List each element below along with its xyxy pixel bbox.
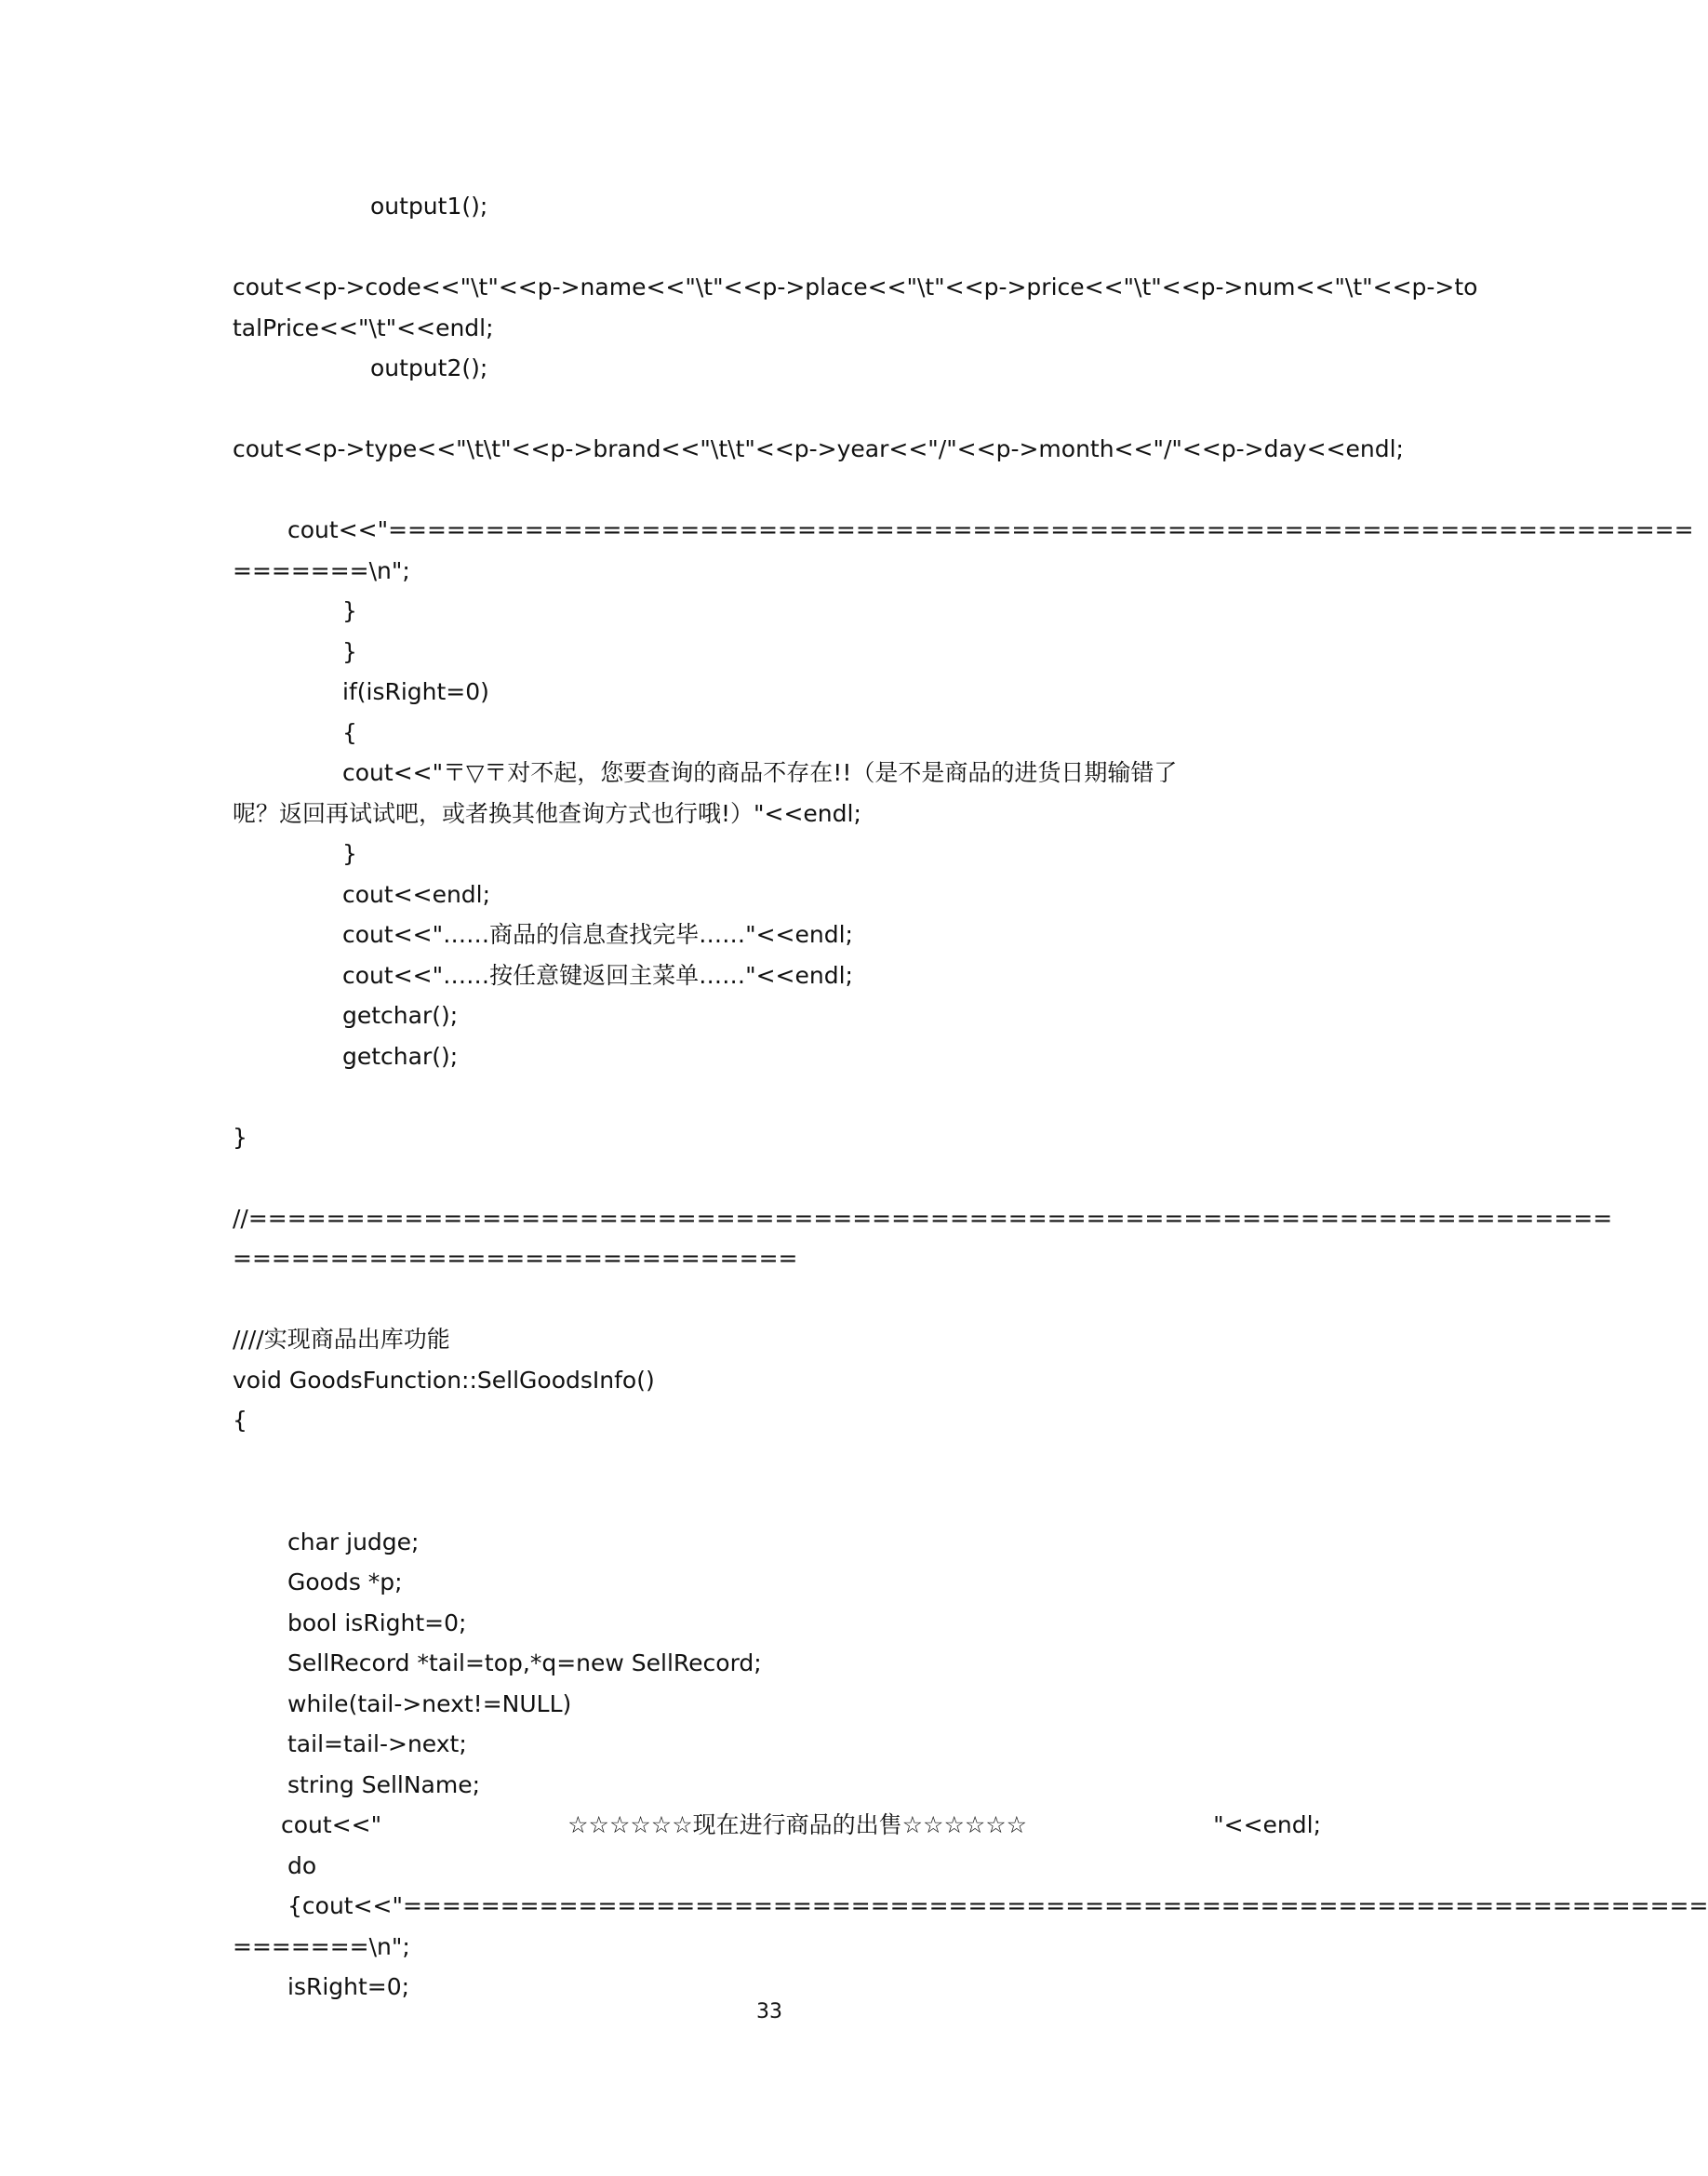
blank-line [233,1279,1321,1320]
code-line: char judge; [287,1528,420,1555]
code-line: //====================================================================== [233,1204,1613,1232]
blank-line [233,1157,1321,1198]
sell-banner-line [233,1805,1321,1846]
blank-line [233,389,1321,430]
code-line: void GoodsFunction::SellGoodsInfo() [233,1366,655,1394]
code-line: tail=tail->next; [287,1730,467,1757]
code-line: ////实现商品出库功能 [233,1326,450,1353]
code-line: output2(); [370,354,488,381]
code-line: output1(); [370,193,488,220]
code-line: cout<<"……按任意键返回主菜单……"<<endl; [342,961,853,989]
sell-banner-title: ☆☆☆☆☆☆现在进行商品的出售☆☆☆☆☆☆ [567,1811,1028,1838]
blank-line [233,1441,1321,1482]
code-line: =======\n"; [233,556,410,584]
code-line: } [233,1123,247,1151]
code-line: cout<<"……商品的信息查找完毕……"<<endl; [342,921,853,948]
code-line: cout<<p->type<<"\t\t"<<p->brand<<"\t\t"<<p->year<<"/"<<p->month<<"/"<<p->day<<endl; [233,435,1404,462]
code-line: Goods *p; [287,1569,403,1595]
code-line: talPrice<<"\t"<<endl; [233,314,494,341]
code-line: cout<<p->code<<"\t"<<p->name<<"\t"<<p->place<<"\t"<<p->price<<"\t"<<p->num<<"\t"<<p->to [233,274,1478,300]
code-line: bool isRight=0; [287,1609,467,1636]
code-lines-top [233,186,1694,1805]
code-line: { [342,718,357,746]
blank-line [233,1076,1321,1117]
code-line: isRight=0; [287,1973,410,2000]
code-line: } [342,597,357,624]
code-line: 呢？返回再试试吧，或者换其他查询方式也行哦!）"<<endl; [233,799,861,827]
sell-banner-prefix: cout<<" [281,1811,382,1838]
code-line: cout<<"=================================================================== [287,516,1694,543]
code-line: getchar(); [342,1042,459,1070]
code-line: string SellName; [287,1770,481,1798]
blank-line [233,470,1321,511]
sell-banner-suffix: "<<endl; [1213,1811,1321,1838]
code-line: cout<<endl; [342,880,491,908]
code-line: { [233,1407,247,1434]
code-line: getchar(); [342,1002,459,1029]
code-line: cout<<"〒▽〒对不起，您要查询的商品不存在!!（是不是商品的进货日期输错了 [342,759,1178,786]
code-line: do [287,1851,317,1879]
code-line: } [342,840,357,867]
code-line: SellRecord *tail=top,*q=new SellRecord; [287,1649,762,1676]
code-line: =======\n"; [233,1932,410,1960]
code-line: if(isRight=0) [342,678,489,705]
code-listing [233,186,1708,2008]
code-line: ============================= [233,1245,798,1272]
blank-line [233,227,1321,268]
code-line: {cout<<"=================================================================== [287,1892,1708,1919]
blank-line [233,1481,1321,1522]
code-line: } [342,637,357,665]
page-number: 33 [756,2000,782,2023]
code-lines-bottom [233,1846,1708,2008]
code-line: while(tail->next!=NULL) [287,1689,572,1717]
